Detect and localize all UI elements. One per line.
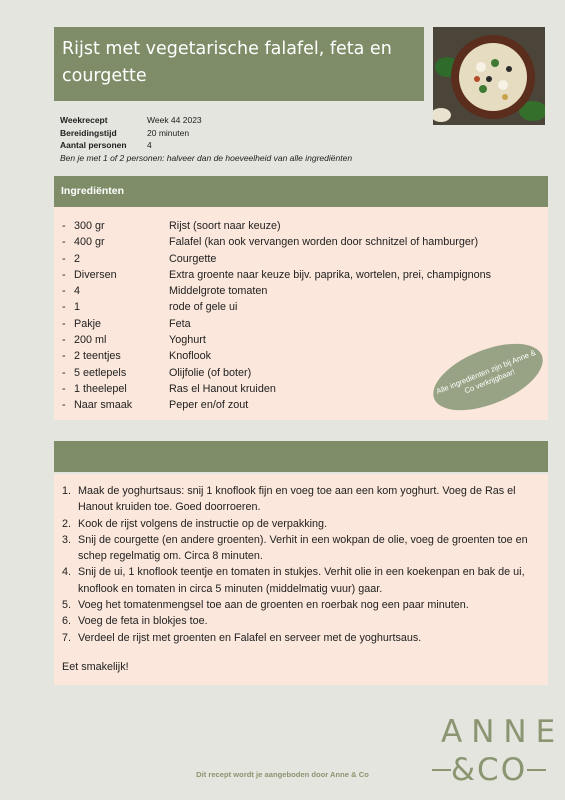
ingredient-qty: 1: [74, 301, 81, 314]
step-item: 3. Snij de courgette (en andere groenten). Verhit in een wokpan de olie, voeg de groenten toe en schep regelmatig om. Circa 8 minuten.: [62, 532, 540, 565]
ingredient-qty: 5 eetlepels: [74, 366, 127, 379]
ingredient-item: - 1 rode of gele ui: [62, 299, 491, 315]
step-list: [62, 483, 540, 646]
recipe-title: Rijst met vegetarische falafel, feta en courgette: [62, 39, 392, 86]
portion-note: Ben je met 1 of 2 personen: halveer dan de hoeveelheid van alle ingrediënten: [60, 152, 353, 163]
ingredient-qty: Pakje: [74, 317, 102, 330]
meta-row-week: [60, 114, 352, 127]
ingredient-name: Knoflook: [169, 350, 212, 363]
recipe-meta: [60, 114, 352, 164]
ingredient-item: - 5 eetlepels Olijfolie (of boter): [62, 365, 491, 381]
closing-text: Eet smakelijk!: [62, 661, 129, 673]
ingredient-qty: Naar smaak: [74, 399, 133, 412]
steps-header: [54, 441, 548, 472]
ingredient-qty: 2 teentjes: [74, 350, 121, 363]
meta-row-persons: [60, 139, 352, 152]
ingredient-item: - 1 theelepel Ras el Hanout kruiden: [62, 381, 491, 397]
meta-value: 4: [147, 140, 152, 150]
step-text: Maak de yoghurtsaus: snij 1 knoflook fijn en voeg toe aan een kom yoghurt. Voeg de Ras el Hanout kruiden toe. Goed doorroeren.: [78, 485, 516, 514]
ingredients-heading: Ingrediënten: [61, 185, 125, 197]
ingredient-qty: 400 gr: [74, 236, 105, 249]
ingredient-name: Ras el Hanout kruiden: [169, 382, 276, 395]
ingredient-qty: 2: [74, 252, 81, 265]
step-item: 6. Voeg de feta in blokjes toe.: [62, 613, 540, 629]
ingredient-name: Yoghurt: [169, 334, 206, 347]
ingredient-qty: 1 theelepel: [74, 382, 127, 395]
meta-row-time: [60, 127, 352, 140]
meta-label: Weekrecept: [60, 115, 108, 125]
ingredient-item: - Pakje Feta: [62, 316, 491, 332]
ingredient-name: Falafel (kan ook vervangen worden door schnitzel of hamburger): [169, 236, 479, 249]
ingredient-item: - 4 Middelgrote tomaten: [62, 283, 491, 299]
ingredient-name: Middelgrote tomaten: [169, 285, 268, 298]
step-item: 2. Kook de rijst volgens de instructie op de verpakking.: [62, 516, 540, 532]
step-text: Snij de ui, 1 knoflook teentje en tomaten in stukjes. Verhit olie in een koekenpan en bak de ui, knoflook en tomaten in circa 5 minuten (middelmatig vuur) gaar.: [78, 566, 525, 595]
ingredient-item: - Naar smaak Peper en/of zout: [62, 397, 491, 413]
ingredient-item: - 2 Courgette: [62, 251, 491, 267]
meta-label: Aantal personen: [60, 140, 127, 150]
ingredient-name: Rijst (soort naar keuze): [169, 220, 281, 232]
footer-credit: Dit recept wordt je aangeboden door Anne & Co: [196, 770, 369, 779]
step-text: Voeg het tomatenmengsel toe aan de groenten en roerbak nog een paar minuten.: [78, 599, 469, 612]
recipe-title-bar: [54, 27, 424, 101]
steps-panel: [54, 474, 548, 685]
step-item: 1. Maak de yoghurtsaus: snij 1 knoflook fijn en voeg toe aan een kom yoghurt. Voeg de Ras el Hanout kruiden toe. Goed doorroeren.: [62, 483, 540, 516]
ingredient-item: - Diversen Extra groente naar keuze bijv. paprika, wortelen, prei, champignons: [62, 267, 491, 283]
ingredient-list: [62, 218, 491, 414]
ingredient-name: Extra groente naar keuze bijv. paprika, wortelen, prei, champignons: [169, 268, 492, 281]
ingredient-qty: Diversen: [74, 268, 117, 281]
ingredient-name: Courgette: [169, 252, 217, 265]
ingredient-name: Peper en/of zout: [169, 399, 249, 412]
ingredient-name: Feta: [169, 317, 191, 330]
ingredient-item: - 200 ml Yoghurt: [62, 332, 491, 348]
dish-photo: [433, 27, 545, 125]
ingredient-qty: 300 gr: [74, 220, 105, 232]
meta-value: Week 44 2023: [147, 115, 202, 125]
meta-value: 20 minuten: [147, 127, 190, 138]
ingredient-item: - 400 gr Falafel (kan ook vervangen worden door schnitzel of hamburger): [62, 234, 491, 250]
step-text: Kook de rijst volgens de instructie op de verpakking.: [78, 517, 328, 530]
step-text: Snij de courgette (en andere groenten). Verhit in een wokpan de olie, voeg de groenten toe en schep regelmatig om. Circa 8 minuten.: [78, 533, 528, 563]
step-item: 5. Voeg het tomatenmengsel toe aan de groenten en roerbak nog een paar minuten.: [62, 597, 540, 613]
ingredient-name: Olijfolie (of boter): [169, 366, 252, 379]
ingredients-header: [54, 176, 548, 207]
logo-top-text: ANNE: [441, 714, 565, 750]
dish-photo-image: [433, 27, 545, 125]
step-item: 7. Verdeel de rijst met groenten en Falafel en serveer met de yoghurtsaus.: [62, 630, 540, 646]
ingredient-item: - 2 teentjes Knoflook: [62, 348, 491, 364]
availability-badge-text: Alle ingrediënten zijn bij Anne & Co verkrijgbaar!: [434, 347, 537, 397]
logo-bottom-text: &CO: [450, 752, 528, 788]
ingredient-name: rode of gele ui: [169, 301, 238, 314]
ingredient-qty: 200 ml: [74, 334, 107, 347]
step-item: 4. Snij de ui, 1 knoflook teentje en tomaten in stukjes. Verhit olie in een koekenpan en bak de ui, knoflook en tomaten in circa 5 minuten (middelmatig vuur) gaar.: [62, 564, 540, 597]
step-text: Verdeel de rijst met groenten en Falafel en serveer met de yoghurtsaus.: [78, 631, 422, 644]
ingredient-qty: 4: [74, 285, 81, 298]
ingredient-item: - 300 gr Rijst (soort naar keuze): [62, 218, 491, 234]
step-text: Voeg de feta in blokjes toe.: [78, 615, 208, 628]
meta-label: Bereidingstijd: [60, 127, 117, 138]
